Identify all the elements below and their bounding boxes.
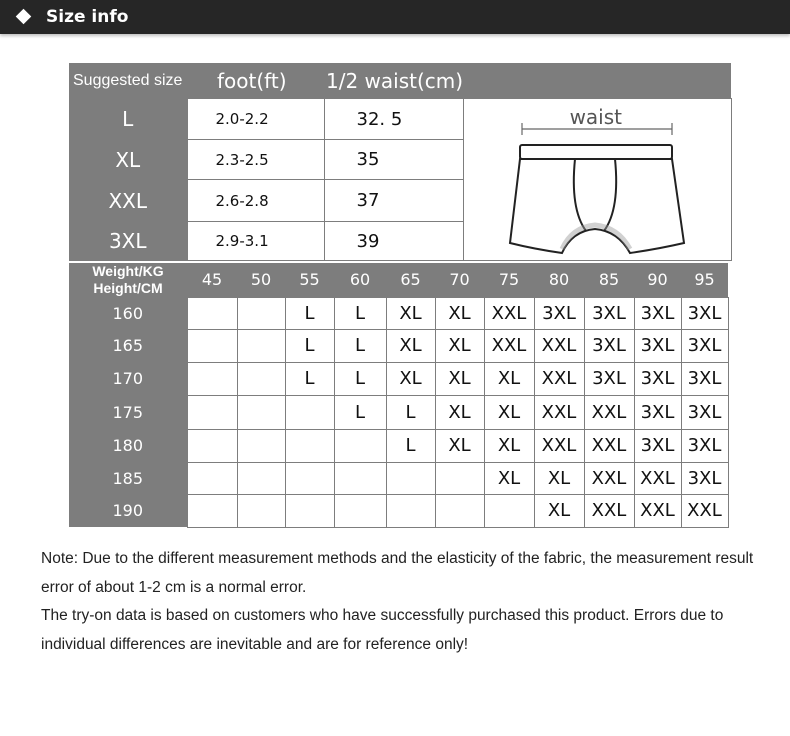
size-cell: L [334, 329, 386, 362]
size-cell: XXL [534, 429, 584, 462]
height-label: 190 [69, 494, 187, 527]
size-cell: XL [484, 462, 534, 494]
size-cell [237, 429, 285, 462]
size-cell: 3XL [584, 362, 634, 395]
size-cell: XL [435, 429, 484, 462]
size-cell: 3XL [681, 429, 728, 462]
size-cell: 3XL [634, 297, 681, 329]
size-label: XXL [69, 180, 187, 222]
size-cell: 3XL [681, 329, 728, 362]
waist-value: 39 [324, 222, 463, 261]
size-cell: XXL [634, 462, 681, 494]
section-title: Size info [46, 7, 129, 27]
grid-corner-label [69, 263, 187, 297]
height-label: 170 [69, 362, 187, 395]
foot-value: 2.3-2.5 [187, 140, 324, 180]
height-row-190 [69, 494, 728, 527]
note-measurement: Note: Due to the different measurement methods and the elasticity of the fabric, the measurement result error of about 1-2 cm is a normal error. [41, 550, 754, 596]
size-cell: XXL [584, 494, 634, 527]
size-cell [435, 494, 484, 527]
size-cell: L [334, 362, 386, 395]
height-row-165 [69, 329, 728, 362]
size-cell: 3XL [634, 329, 681, 362]
size-cell [187, 395, 237, 429]
foot-value: 2.9-3.1 [187, 222, 324, 261]
waist-value: 32. 5 [324, 99, 463, 140]
size-cell: XXL [584, 429, 634, 462]
weight-column-65: 65 [386, 263, 435, 297]
weight-column-75: 75 [484, 263, 534, 297]
diamond-bullet-icon [16, 9, 32, 25]
size-cell: 3XL [681, 362, 728, 395]
size-cell: XL [534, 462, 584, 494]
weight-column-85: 85 [584, 263, 634, 297]
size-cell: 3XL [584, 329, 634, 362]
size-cell: XXL [584, 462, 634, 494]
weight-height-grid-wrap [69, 263, 729, 528]
size-label: L [69, 99, 187, 140]
height-axis-label: Height/CM [93, 280, 163, 296]
height-row-185 [69, 462, 728, 494]
size-cell: 3XL [681, 395, 728, 429]
height-row-175 [69, 395, 728, 429]
size-cell: 3XL [584, 297, 634, 329]
size-cell: XL [435, 297, 484, 329]
size-cell: L [334, 297, 386, 329]
underwear-briefs-icon [464, 99, 730, 261]
waist-value: 35 [324, 140, 463, 180]
header-suggested-size: Suggested size [69, 63, 187, 99]
weight-column-70: 70 [435, 263, 484, 297]
size-chart-table [69, 63, 732, 261]
foot-value: 2.0-2.2 [187, 99, 324, 140]
weight-column-95: 95 [681, 263, 728, 297]
size-cell [285, 395, 334, 429]
size-cell: XL [386, 297, 435, 329]
size-cell [334, 494, 386, 527]
size-row [69, 99, 731, 140]
waist-label: waist [569, 105, 622, 129]
size-cell [187, 429, 237, 462]
weight-column-45: 45 [187, 263, 237, 297]
size-cell: XL [386, 362, 435, 395]
size-cell [334, 429, 386, 462]
size-cell [187, 362, 237, 395]
size-cell: XL [435, 362, 484, 395]
size-cell [334, 462, 386, 494]
size-cell: L [386, 395, 435, 429]
size-cell: XXL [484, 297, 534, 329]
height-row-180 [69, 429, 728, 462]
header-spacer [463, 63, 731, 99]
weight-column-55: 55 [285, 263, 334, 297]
size-cell: 3XL [681, 462, 728, 494]
size-label: 3XL [69, 222, 187, 261]
size-cell: XL [534, 494, 584, 527]
size-cell: XL [386, 329, 435, 362]
notes [41, 545, 771, 659]
size-cell: XXL [534, 362, 584, 395]
size-cell [484, 494, 534, 527]
weight-height-grid [69, 263, 729, 528]
size-cell: XL [435, 329, 484, 362]
height-row-160 [69, 297, 728, 329]
size-cell [285, 462, 334, 494]
size-cell: 3XL [634, 429, 681, 462]
weight-column-80: 80 [534, 263, 584, 297]
foot-value: 2.6-2.8 [187, 180, 324, 222]
header-half-waist: 1/2 waist(cm) [324, 63, 463, 99]
size-cell [285, 429, 334, 462]
size-cell [237, 494, 285, 527]
waist-value: 37 [324, 180, 463, 222]
size-cell: 3XL [681, 297, 728, 329]
size-cell: XL [435, 395, 484, 429]
size-label: XL [69, 140, 187, 180]
size-cell: 3XL [634, 395, 681, 429]
size-cell [237, 329, 285, 362]
size-cell [187, 297, 237, 329]
size-cell [187, 462, 237, 494]
header-foot: foot(ft) [187, 63, 324, 99]
size-cell: XXL [634, 494, 681, 527]
size-cell [386, 462, 435, 494]
size-cell: 3XL [534, 297, 584, 329]
height-label: 185 [69, 462, 187, 494]
note-try-on: The try-on data is based on customers who have successfully purchased this product. Errors due to individual differences are inevitable and are for reference only! [41, 607, 724, 653]
size-cell [187, 329, 237, 362]
size-cell: XXL [534, 395, 584, 429]
weight-column-60: 60 [334, 263, 386, 297]
height-label: 175 [69, 395, 187, 429]
section-header [0, 0, 790, 34]
height-row-170 [69, 362, 728, 395]
size-cell [386, 494, 435, 527]
size-cell: 3XL [634, 362, 681, 395]
size-cell [237, 462, 285, 494]
size-cell: L [285, 362, 334, 395]
size-cell [435, 462, 484, 494]
size-cell [237, 297, 285, 329]
size-cell [187, 494, 237, 527]
height-label: 165 [69, 329, 187, 362]
weight-column-90: 90 [634, 263, 681, 297]
size-cell: XXL [484, 329, 534, 362]
size-cell: XL [484, 362, 534, 395]
size-cell: XL [484, 429, 534, 462]
weight-axis-label: Weight/KG [92, 263, 164, 279]
size-cell: L [334, 395, 386, 429]
size-cell [237, 395, 285, 429]
size-cell: L [285, 329, 334, 362]
size-cell: L [285, 297, 334, 329]
height-label: 180 [69, 429, 187, 462]
size-cell: XXL [534, 329, 584, 362]
size-cell [285, 494, 334, 527]
size-cell: L [386, 429, 435, 462]
size-chart-header-row [69, 63, 731, 99]
size-cell: XXL [584, 395, 634, 429]
waist-illustration [463, 99, 731, 261]
size-cell [237, 362, 285, 395]
weight-column-50: 50 [237, 263, 285, 297]
size-cell: XL [484, 395, 534, 429]
weight-header-row [69, 263, 728, 297]
height-label: 160 [69, 297, 187, 329]
size-cell: XXL [681, 494, 728, 527]
